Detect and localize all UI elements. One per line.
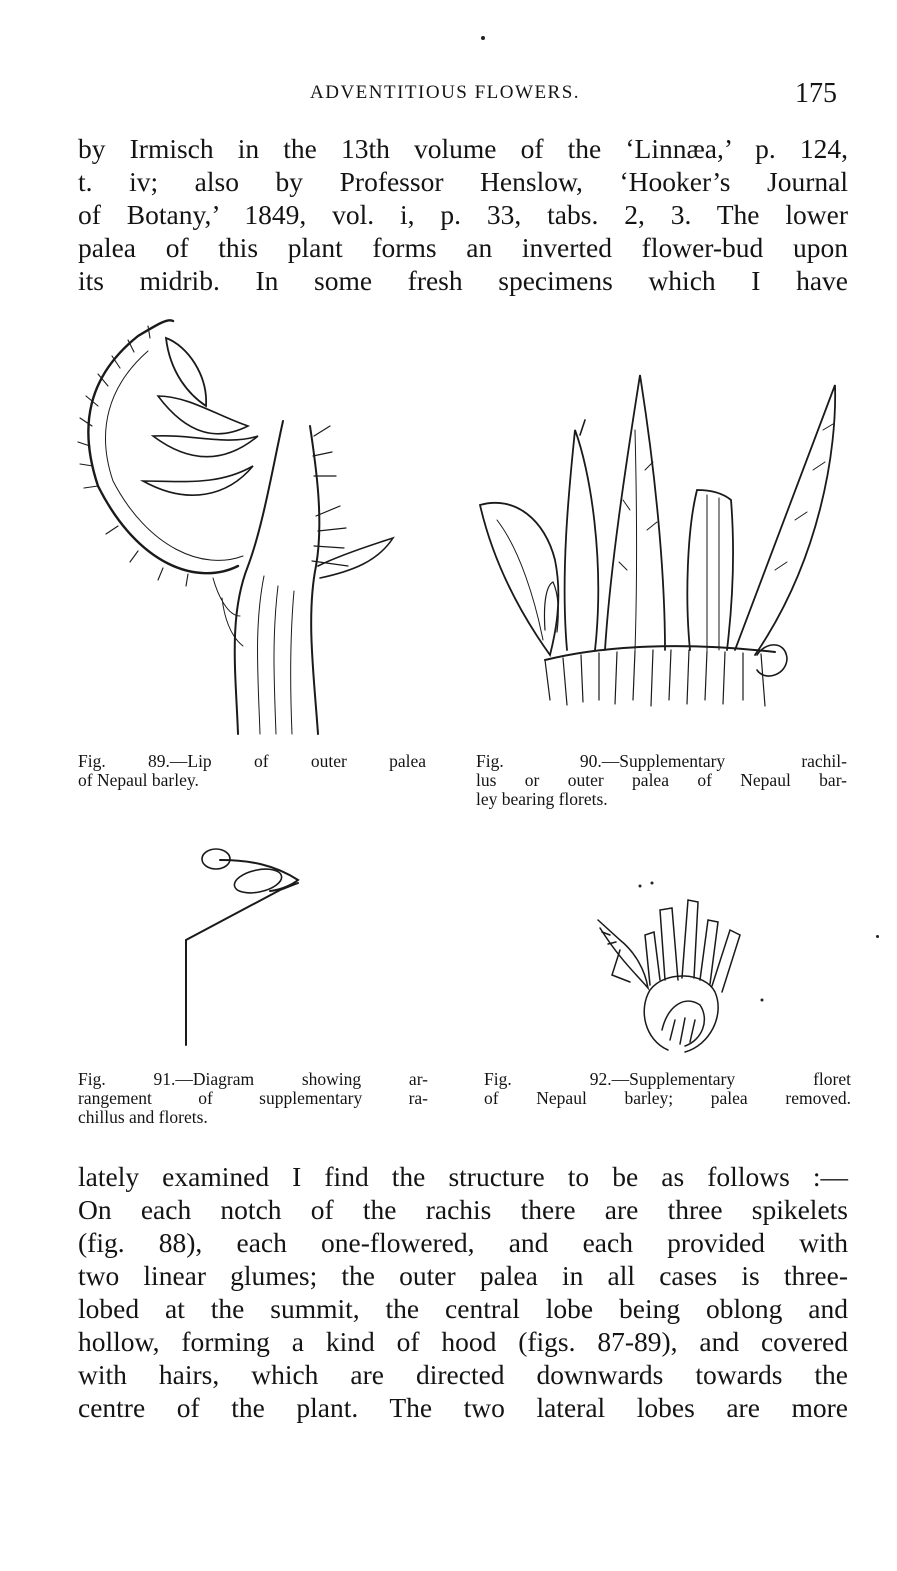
rachillus-florets-drawing xyxy=(475,370,845,720)
caption-line: of Nepaul barley; palea removed. xyxy=(484,1088,851,1108)
caption-line: Fig. 92.—Supplementary floret xyxy=(484,1069,851,1089)
text-line: lobed at the summit, the central lobe being oblong and xyxy=(78,1293,848,1324)
caption-line: lus or outer palea of Nepaul bar- xyxy=(476,770,847,790)
text-line: hollow, forming a kind of hood (figs. 87-89), and covered xyxy=(78,1326,848,1357)
caption-line: of Nepaul barley. xyxy=(78,770,199,790)
floret-drawing xyxy=(590,880,770,1055)
print-speck xyxy=(876,935,879,938)
text-line: On each notch of the rachis there are three spikelets xyxy=(78,1194,848,1225)
caption-line: chillus and florets. xyxy=(78,1107,208,1127)
rachillus-diagram xyxy=(180,845,305,1050)
caption-line: Fig. 90.—Supplementary rachil- xyxy=(476,751,847,771)
figure-92-caption xyxy=(484,1070,851,1108)
page-number: 175 xyxy=(795,78,837,109)
caption-line: rangement of supplementary ra- xyxy=(78,1088,428,1108)
text-line: centre of the plant. The two lateral lobes are more xyxy=(78,1392,848,1423)
body-paragraph-top xyxy=(78,132,848,297)
text-line: its midrib. In some fresh specimens which I have xyxy=(78,265,848,296)
text-line: t. iv; also by Professor Henslow, ‘Hooker’s Journal xyxy=(78,166,848,197)
figure-89-illustration xyxy=(78,316,408,736)
text-line: of Botany,’ 1849, vol. i, p. 33, tabs. 2, 3. The lower xyxy=(78,199,848,230)
figure-90-illustration xyxy=(475,370,845,720)
text-line: (fig. 88), each one-flowered, and each provided with xyxy=(78,1227,848,1258)
caption-line: Fig. 91.—Diagram showing ar- xyxy=(78,1069,428,1089)
figure-92-illustration xyxy=(590,880,770,1055)
running-header xyxy=(0,78,897,108)
running-title: ADVENTITIOUS FLOWERS. xyxy=(310,82,581,103)
print-speck xyxy=(481,36,485,40)
text-line: lately examined I find the structure to be as follows :— xyxy=(78,1161,848,1192)
text-line: palea of this plant forms an inverted flower-bud upon xyxy=(78,232,848,263)
caption-line: ley bearing florets. xyxy=(476,789,608,809)
palea-lip-drawing xyxy=(78,316,408,736)
figure-91-diagram xyxy=(180,845,305,1050)
caption-line: Fig. 89.—Lip of outer palea xyxy=(78,751,426,771)
body-paragraph-bottom xyxy=(78,1160,848,1424)
text-line: with hairs, which are directed downwards towards the xyxy=(78,1359,848,1390)
text-line: two linear glumes; the outer palea in all cases is three- xyxy=(78,1260,848,1291)
figure-91-caption xyxy=(78,1070,428,1127)
figure-90-caption xyxy=(476,752,847,809)
text-line: by Irmisch in the 13th volume of the ‘Linnæa,’ p. 124, xyxy=(78,133,848,164)
figure-89-caption xyxy=(78,752,426,790)
